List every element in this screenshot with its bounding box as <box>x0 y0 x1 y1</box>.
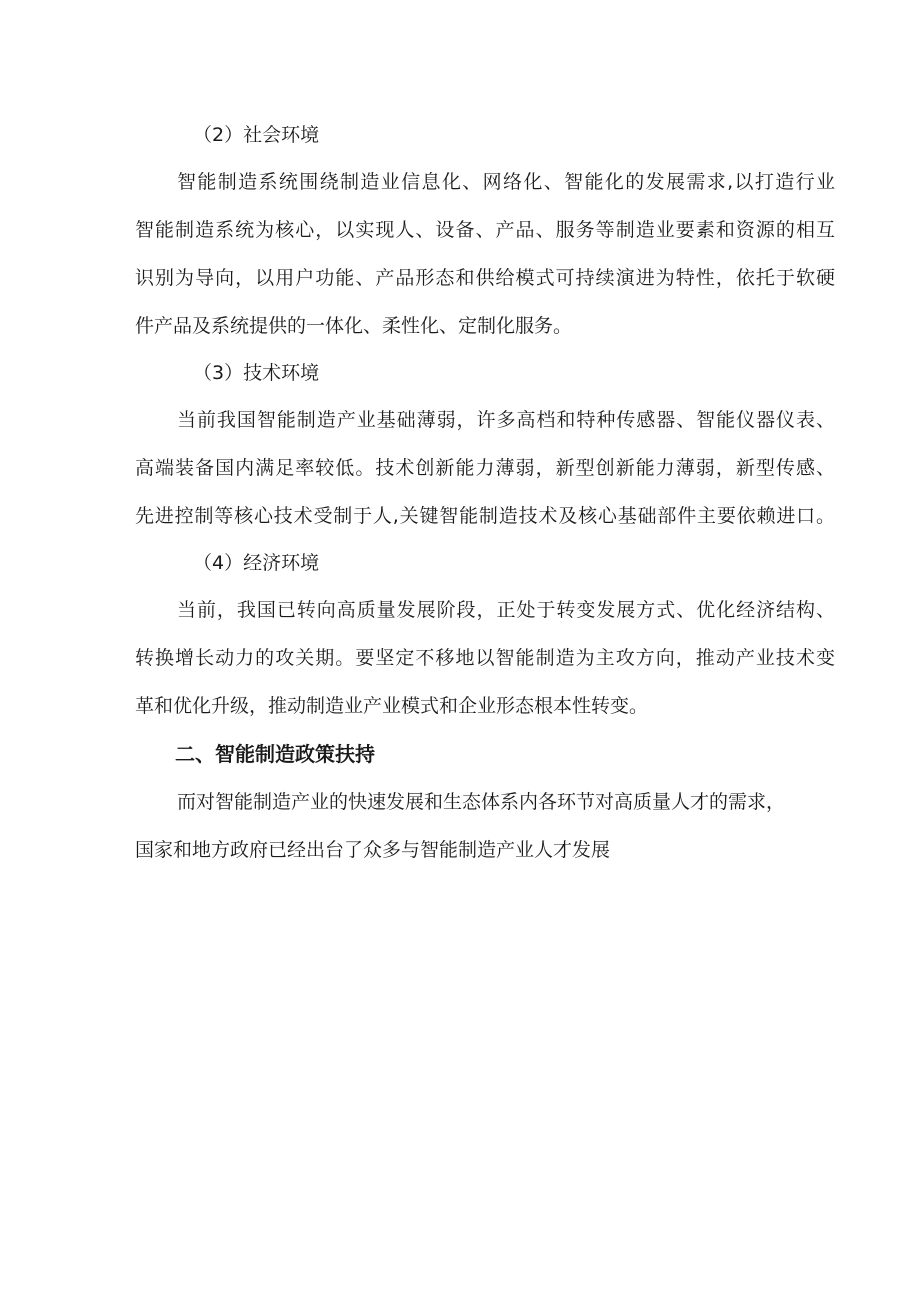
paragraph-tech <box>135 396 835 540</box>
paragraph-line: 当前，我国已转向高质量发展阶段，正处于转变发展方式、优化经济结构、 <box>177 599 835 621</box>
document-content <box>135 112 835 874</box>
paragraph-policy <box>135 778 835 874</box>
paragraph-line: 识别为导向，以用户功能、产品形态和供给模式可持续演进为特性，依托于软硬 <box>135 267 835 289</box>
section-heading-policy: 二、智能制造政策扶持 <box>175 742 375 766</box>
paragraph-line: 当前我国智能制造产业基础薄弱，许多高档和特种传感器、智能仪器仪表、 <box>177 409 835 431</box>
paragraph-line: 件产品及系统提供的一体化、柔性化、定制化服务。 <box>135 315 573 337</box>
paragraph-line: 先进控制等核心技术受制于人,关键智能制造技术及核心基础部件主要依赖进口。 <box>135 505 835 527</box>
paragraph-line: 国家和地方政府已经出台了众多与智能制造产业人才发展 <box>135 839 611 861</box>
paragraph-econ <box>135 586 835 730</box>
section-heading-tech: （3）技术环境 <box>193 362 320 384</box>
section-heading-econ: （4）经济环境 <box>193 552 320 574</box>
section-heading-social: （2）社会环境 <box>193 124 320 146</box>
paragraph-line: 智能制造系统围绕制造业信息化、网络化、智能化的发展需求,以打造行业 <box>177 171 835 193</box>
paragraph-line: 智能制造系统为核心，以实现人、设备、产品、服务等制造业要素和资源的相互 <box>135 219 835 241</box>
paragraph-line: 高端装备国内满足率较低。技术创新能力薄弱，新型创新能力薄弱，新型传感、 <box>135 457 835 479</box>
paragraph-line: 革和优化升级，推动制造业产业模式和企业形态根本性转变。 <box>135 695 649 717</box>
paragraph-social <box>135 158 835 350</box>
paragraph-line: 转换增长动力的攻关期。要坚定不移地以智能制造为主攻方向，推动产业技术变 <box>135 647 835 669</box>
paragraph-line: 而对智能制造产业的快速发展和生态体系内各环节对高质量人才的需求， <box>177 791 786 813</box>
